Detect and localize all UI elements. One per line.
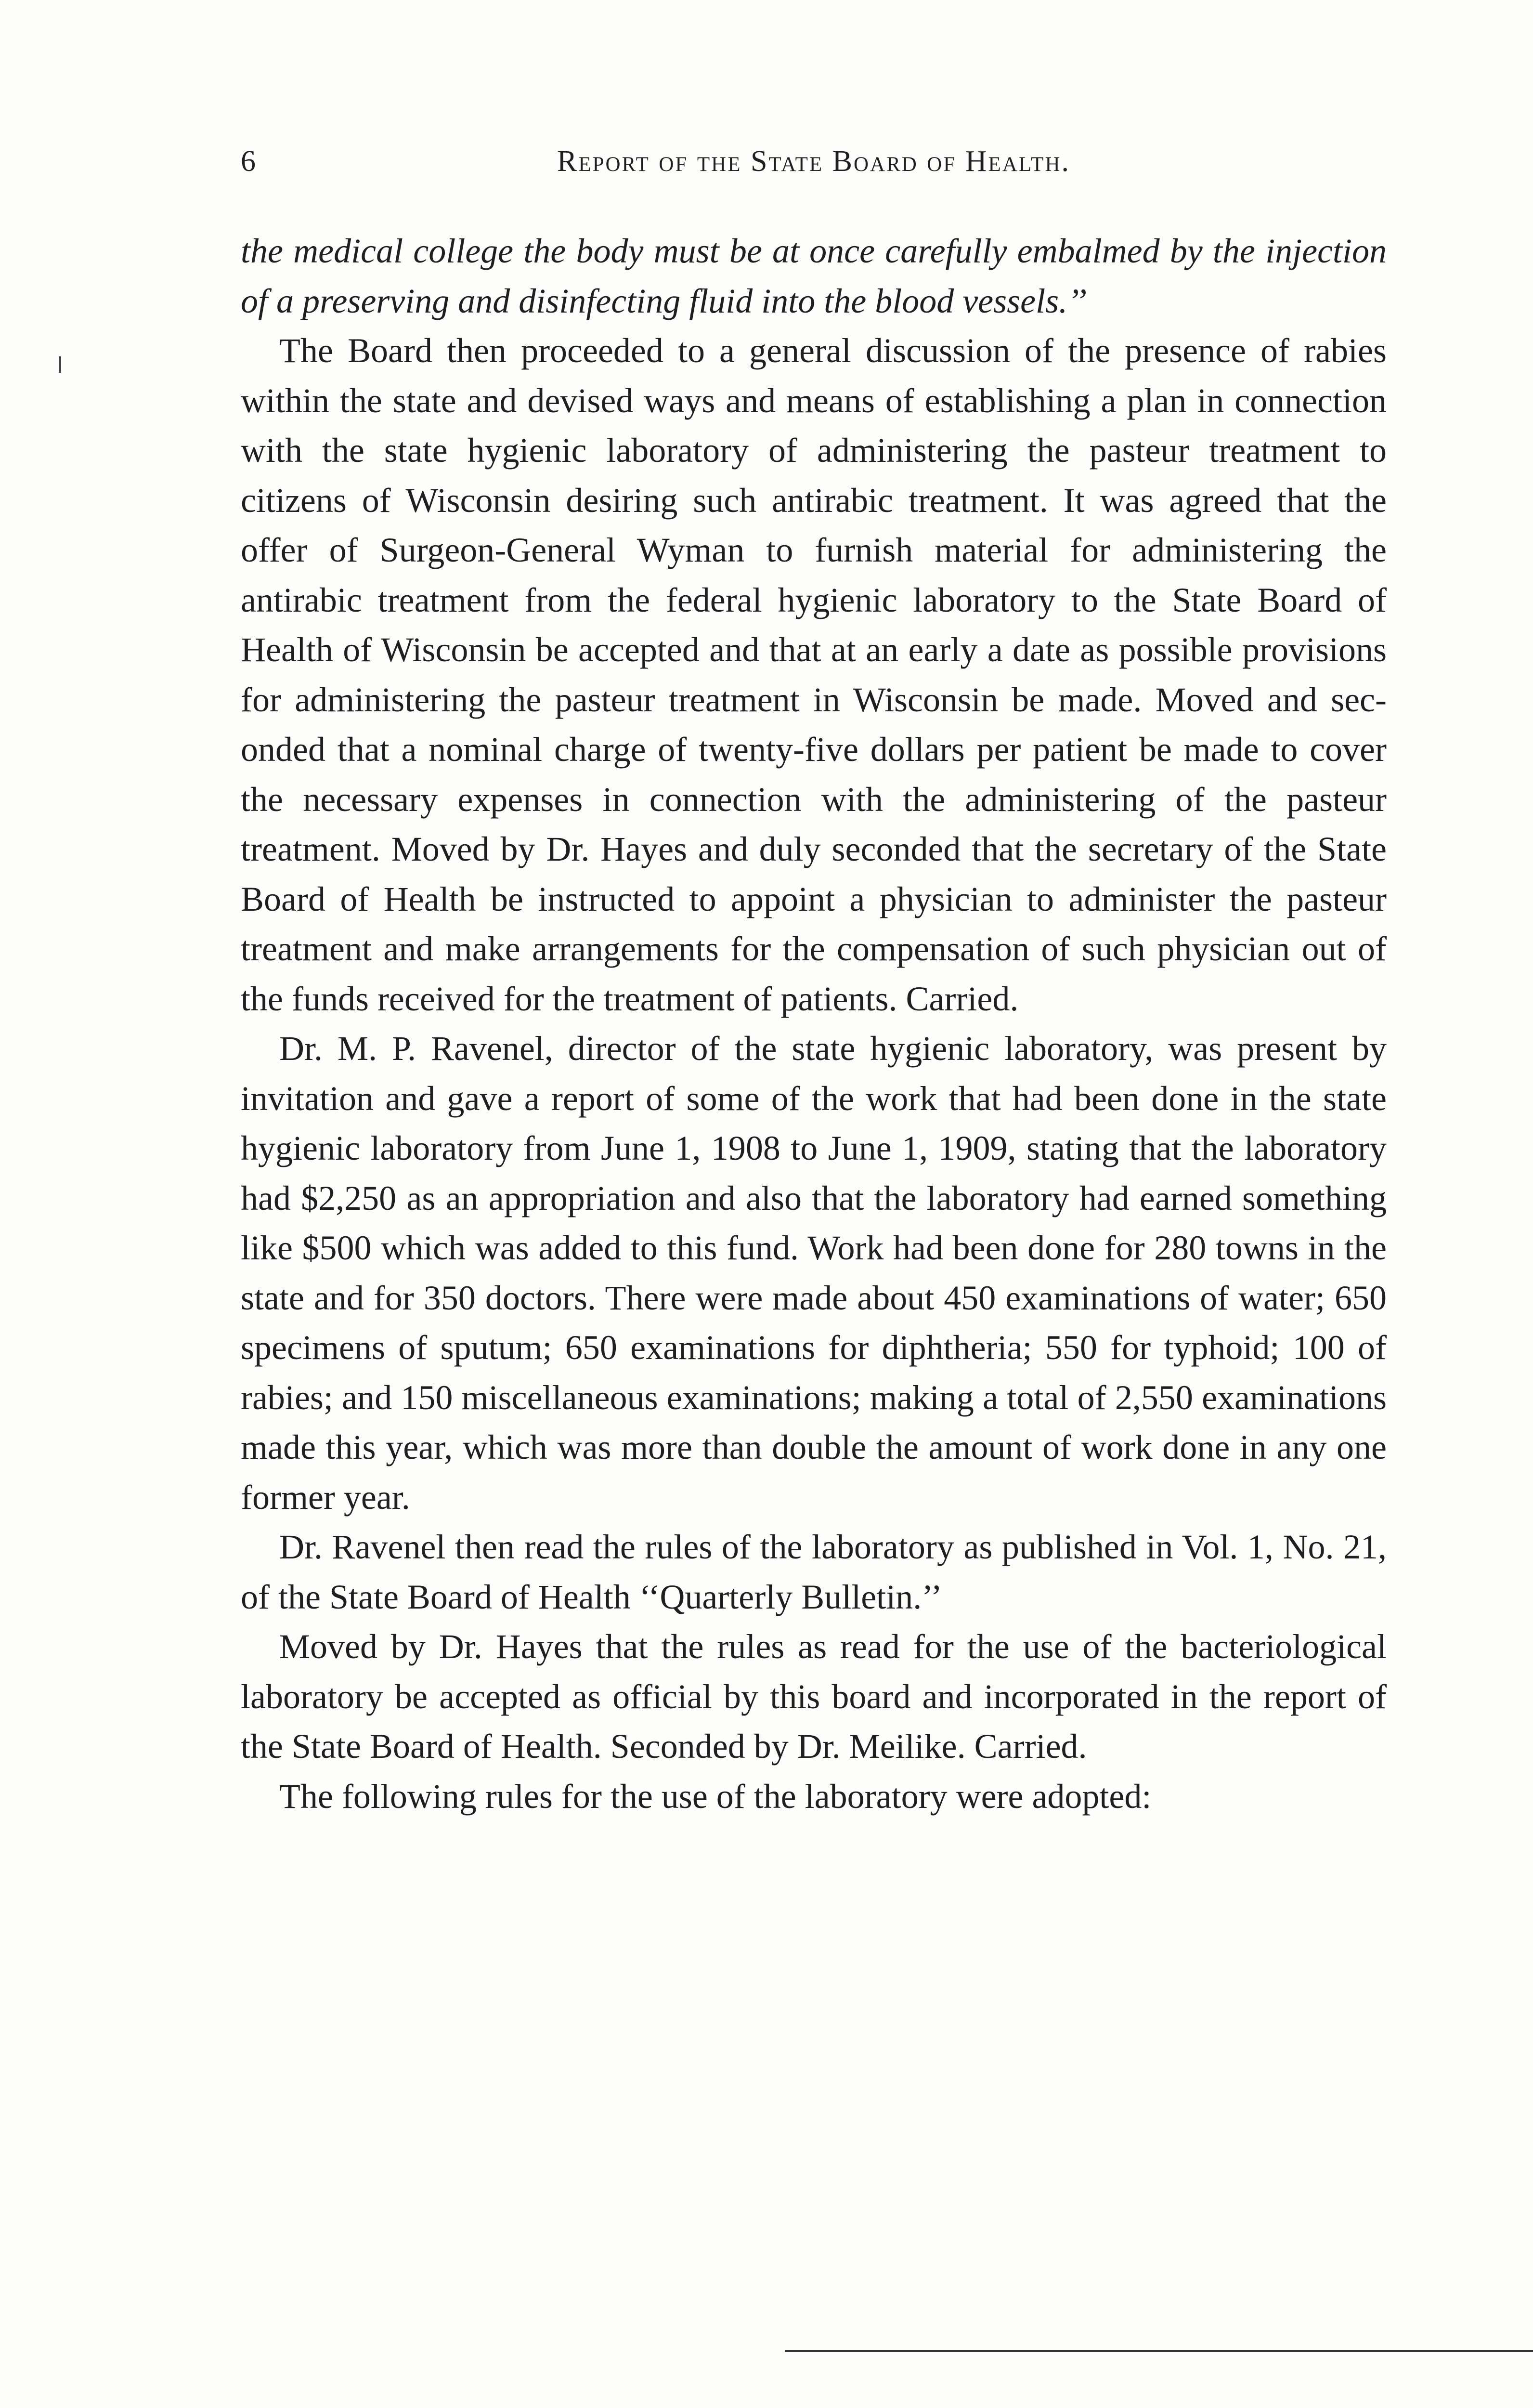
- paragraph-rabies-discussion: The Board then proceeded to a general discussion of the presence of rabies within the state and devised ways and means of establishing a plan in connection with the state hygienic laboratory of administering the pasteur treatment to citizens of Wisconsin desiring such antirabic treatment. It was agreed that the offer of Surgeon-General Wyman to furnish material for administering the antirabic treatment from the federal hygienic laboratory to the State Board of Health of Wisconsin be accepted and that at an early a date as possible provisions for administering the pasteur treatment in Wisconsin be made. Moved and seconded that a nominal charge of twenty-five dollars per patient be made to cover the necessary expenses in connection with the administering of the pasteur treatment. Moved by Dr. Hayes and duly seconded that the secretary of the State Board of Health be instructed to appoint a physician to administer the pasteur treatment and make arrangements for the compensation of such physician out of the funds received for the treatment of patients. Carried.: [241, 331, 1387, 1018]
- page-header: [241, 144, 1387, 188]
- paragraph-ravenel-report: Dr. M. P. Ravenel, director of the state hygienic laboratory, was present by invitation and gave a report of some of the work that had been done in the state hygienic laboratory from June 1, 1908 to June 1, 1909, stating that the laboratory had $2,250 as an appropriation and also that the laboratory had earned something like $500 which was added to this fund. Work had been done for 280 towns in the state and for 350 doctors. There were made about 450 examinations of water; 650 specimens of sputum; 650 examinations for diphtheria; 550 for typhoid; 100 of rabies; and 150 miscellaneous examinations; making a total of 2,550 examinations made this year, which was more than double the amount of work done in any one former year.: [241, 1029, 1387, 1517]
- paragraph-rules-adopted: The following rules for the use of the laboratory were adopted:: [279, 1777, 1152, 1816]
- bottom-rule: [785, 2350, 1533, 2352]
- page-number: 6: [241, 145, 257, 178]
- paragraph-rules-read: Dr. Ravenel then read the rules of the laboratory as published in Vol. 1, No. 21, of the State Board of Health ‘‘Quarterly Bulletin.’’: [241, 1528, 1387, 1616]
- body-text: [241, 226, 1387, 1821]
- margin-mark: [59, 356, 61, 373]
- running-title: Report of the State Board of Health.: [557, 145, 1071, 178]
- paragraph-continued-quote: the medical college the body must be at once carefully embalmed by the injection of a preserving and disinfecting fluid into the blood vessels.’’: [241, 232, 1387, 320]
- paragraph-motion-hayes: Moved by Dr. Hayes that the rules as read for the use of the bacteriological laboratory be accepted as official by this board and incorporated in the report of the State Board of Health. Seconded by Dr. Meilike. Carried.: [241, 1627, 1387, 1766]
